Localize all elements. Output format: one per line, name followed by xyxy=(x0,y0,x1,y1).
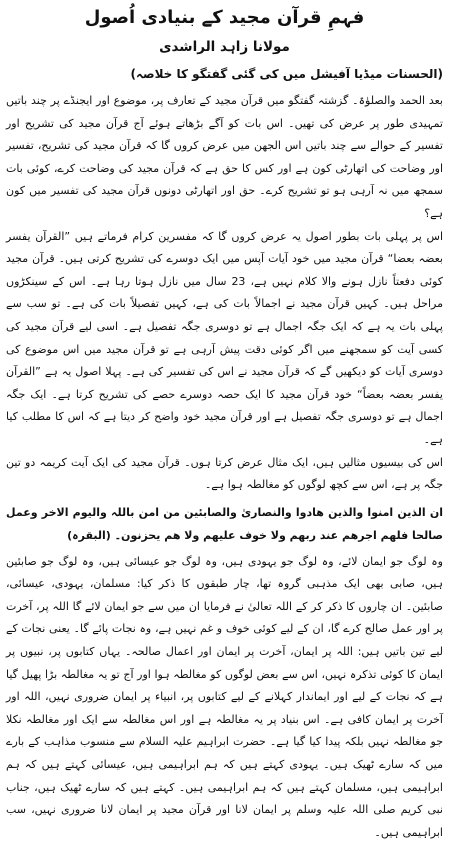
paragraph: اس پر پہلی بات بطور اصول یہ عرض کروں گا کہ مفسرین کرام فرماتے ہیں ”القرآن یفسر بعضہ بعضا“ قرآن مجید میں خود آیات آپس میں ایک دوسرے کی تشریح کرتی ہیں۔ قرآن مجید کوئی دفعتاً نازل ہونے والا کلام نہیں ہے، 23 سال میں نازل ہوتا رہا ہے۔ اس کے سینکڑوں مراحل ہیں۔ کہیں قرآن مجید نے اجمالاً بات کی ہے، کہیں تفصیلاً بات کی ہے۔ تو سب سے پہلی بات یہ ہے کہ ایک جگہ اجمال ہے تو دوسری جگہ تفصیل ہے۔ اسی لیے قرآن مجید کی کسی آیت کو سمجھنے میں اگر کوئی دقت پیش آرہی ہے تو قرآن مجید میں اس موضوع کی دوسری آیات کو دیکھیں گے کہ قرآن مجید نے اس کی تفسیر کی ہے۔ پہلا اصول یہ ہے ”القرآن یفسر بعضہ بعضاً“ خود قرآن مجید کا ایک حصہ دوسرے حصے کی تشریح کرتا ہے۔ ایک جگہ اجمال ہے تو دوسری جگہ تفصیل ہے اور قرآن مجید خود واضح کر دیتا ہے کہ اس کا مطلب کیا ہے۔ xyxy=(6,229,443,446)
quran-verse: ان الذین امنوا والذین ھادوا والنصاریٰ والصابئین من امن باللہ والیوم الاخر وعمل صالحا فلھم اجرھم عند ربھم ولا خوف علیھم ولا ھم یحزنون۔ (البقرہ) xyxy=(6,505,443,542)
paragraph: وہ لوگ جو ایمان لائے، وہ لوگ جو یہودی ہیں، وہ لوگ جو عیسائی ہیں، وہ لوگ جو صابئین ہیں، صابی بھی ایک مذہبی گروہ تھا، چار طبقوں کا ذکر کیا: مسلمان، یہودی، عیسائی، صابئین۔ ان چاروں کا ذکر کر کے اللہ تعالیٰ نے فرمایا ان میں سے جو ایمان لائے گا اللہ پر، آخرت پر اور عمل صالح کرے گا، ان کے لیے کوئی خوف و غم نہیں ہے، وہ نجات پائے گا۔ یعنی نجات کے لیے تین باتیں ہیں: اللہ پر ایمان، آخرت پر ایمان اور اعمال صالحہ۔ یہاں کتابوں پر، نبیوں پر ایمان کا کوئی تذکرہ نہیں، اس سے بعض لوگوں کو مغالطہ ہوا اور آج تو یہ مغالطہ بڑا پھیل گیا ہے کہ نجات کے لیے اور ایماندار کہلانے کے لیے کتابوں پر، انبیاء پر ایمان ضروری نہیں، اللہ اور آخرت پر ایمان کافی ہے۔ اس بنیاد پر یہ مغالطہ ہے اور اس مغالطہ سے ایک اور مغالطہ نکلا جو مغالطہ نہیں بلکہ پیدا کیا گیا ہے۔ حضرت ابراہیم علیہ السلام سے منسوب مذاہب کے بارے میں کہ سارے ٹھیک ہیں۔ یہودی کہتے ہیں کہ ہم ابراہیمی ہیں، عیسائی کہتے ہیں کہ ہم ابراہیمی ہیں، مسلمان کہتے ہیں کہ ہم ابراہیمی ہیں۔ کہتے ہیں کہ سارے ٹھیک ہیں، جناب نبی کریم صلی اللہ علیہ وسلم پر ایمان لانا اور قرآن مجید پر ایمان لانا ضروری نہیں، سب ابراہیمی ہیں۔ xyxy=(6,554,443,839)
article-title: فہمِ قرآن مجید کے بنیادی اُصول xyxy=(84,7,365,28)
paragraph: بعد الحمد والصلوٰۃ۔ گزشتہ گفتگو میں قرآن مجید کے تعارف پر، موضوع اور ایجنڈے پر چند باتیں تمہیدی طور پر عرض کی تھیں۔ اس بات کو آگے بڑھاتے ہوئے آج قرآن مجید کی تشریح اور تفسیر کے حوالے سے چند باتیں اس الجھن میں عرض کروں گا کہ قرآن مجید کی تشریح، تفسیر اور وضاحت کی اتھارٹی کون ہے اور کس کا حق ہے کہ قرآن مجید کی وضاحت کرے، کوئی بات سمجھ میں نہ آرہی ہو تو تشریح کرے۔ حق اور اتھارٹی دونوں قرآن مجید کی تفسیر میں کون ہے؟ xyxy=(6,94,443,220)
article-author: مولانا زاہد الراشدی xyxy=(159,39,290,55)
summary-note: (الحسنات میڈیا آفیشل میں کی گئی گفتگو کا خلاصہ) xyxy=(130,67,443,81)
paragraph: اس کی بیسیوں مثالیں ہیں، ایک مثال عرض کرتا ہوں۔ قرآن مجید کی ایک آیت کریمہ دو تین جگہ پر ہے، اس سے کچھ لوگوں کو مغالطہ ہوا ہے۔ xyxy=(6,455,443,492)
